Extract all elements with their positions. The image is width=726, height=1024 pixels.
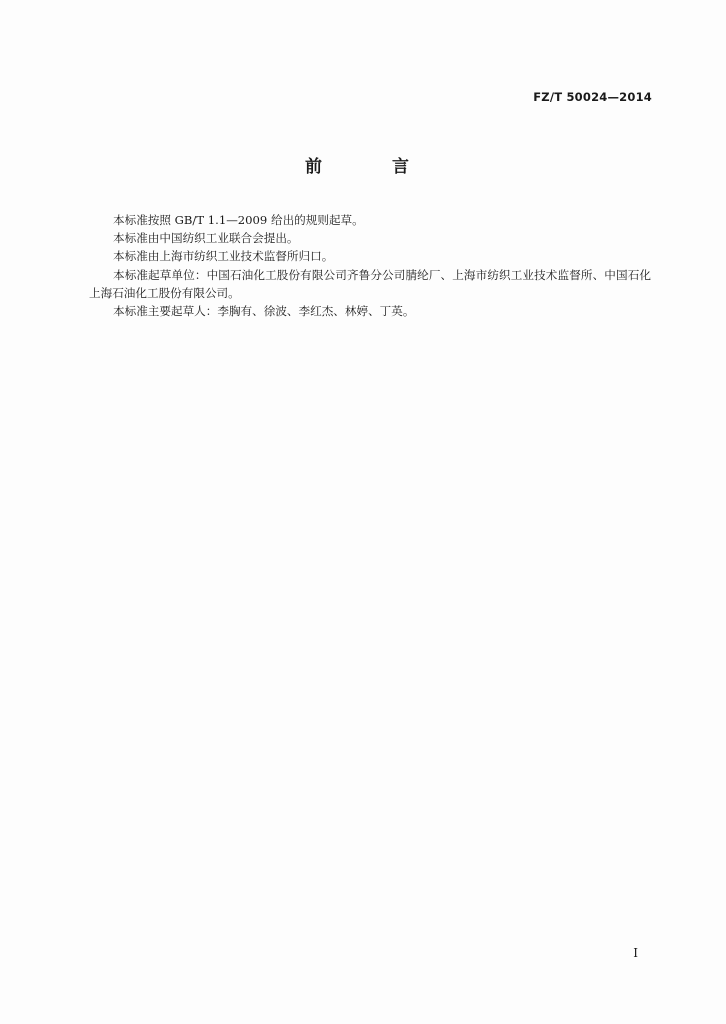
- paragraph-administered-by: 本标准由上海市纺织工业技术监督所归口。: [113, 249, 334, 264]
- paragraph-drafters: 本标准主要起草人：李胸有、徐波、李红杰、林婷、丁英。: [113, 304, 415, 319]
- standard-code: FZ/T 50024—2014: [533, 90, 652, 104]
- page-title: 前 言: [305, 157, 441, 177]
- paragraph-drafting-rules: 本标准按照 GB/T 1.1—2009 给出的规则起草。: [113, 213, 364, 227]
- paragraph-proposed-by: 本标准由中国纺织工业联合会提出。: [113, 231, 299, 246]
- page-number: I: [633, 946, 638, 960]
- foreword-body: [89, 211, 651, 320]
- paragraph-drafting-units: 本标准起草单位：中国石油化工股份有限公司齐鲁分公司腈纶厂、上海市纺织工业技术监督所、中国石化上海石油化工股份有限公司。: [89, 267, 651, 300]
